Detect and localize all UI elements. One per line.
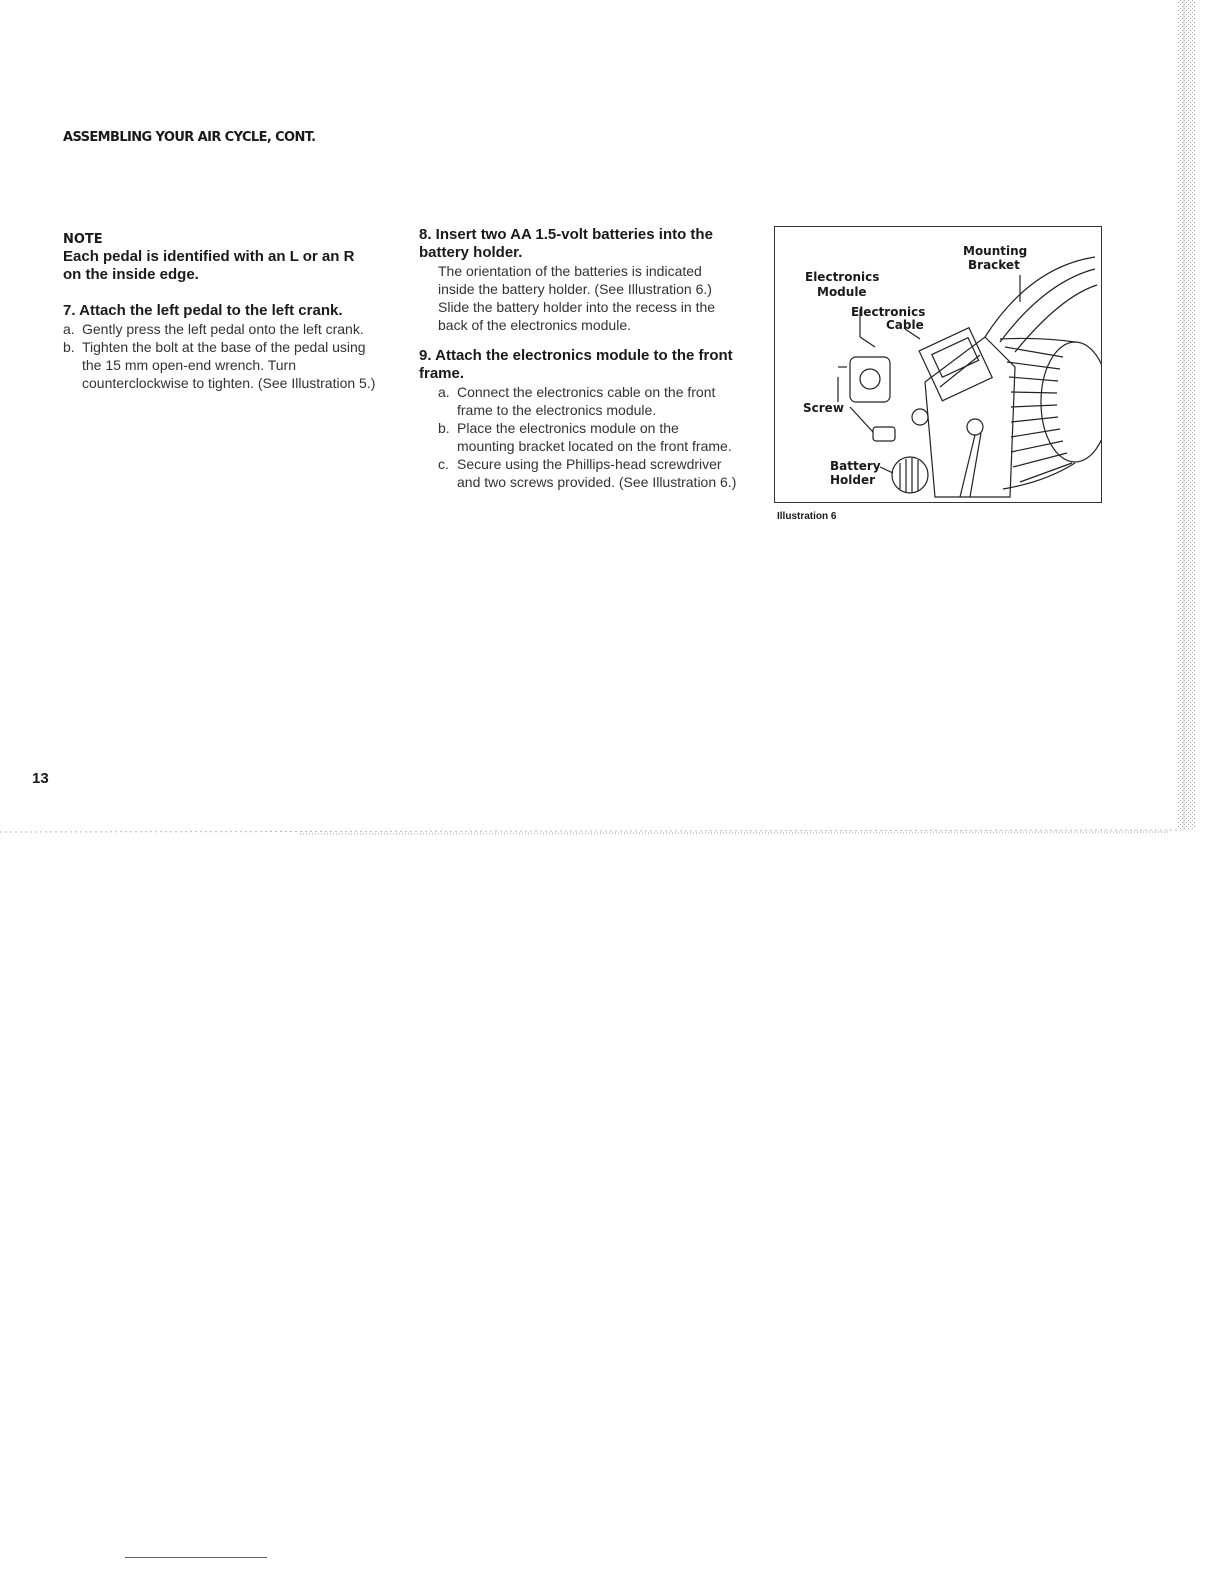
- label-mounting: Mounting: [963, 244, 1028, 258]
- footer-rule: [125, 1557, 267, 1558]
- leader-battery: [880, 467, 893, 473]
- section-header: ASSEMBLING YOUR AIR CYCLE, CONT.: [63, 130, 316, 145]
- step-7: [63, 302, 383, 392]
- front-frame: [925, 337, 1015, 497]
- step-9-item-c-letter: c.: [438, 456, 449, 472]
- step-9-item-a: [438, 383, 739, 419]
- battery-holder-drawing: [892, 457, 928, 493]
- label-bracket: Bracket: [968, 258, 1020, 272]
- illustration-caption: Illustration 6: [777, 511, 837, 522]
- label-cable: Cable: [886, 318, 924, 332]
- scan-bottom-edge: [0, 826, 1190, 840]
- step-9: [419, 347, 739, 491]
- step-9-item-a-text: Connect the electronics cable on the front frame to the electronics module.: [457, 384, 716, 418]
- step-9-item-c: [438, 455, 739, 491]
- module-back: [850, 357, 890, 402]
- label-holder: Holder: [830, 473, 876, 487]
- step-9-item-b-text: Place the electronics module on the mounting bracket located on the front frame.: [457, 420, 732, 454]
- step-7-item-b-letter: b.: [63, 339, 75, 355]
- illustration-6-drawing: [775, 227, 1101, 502]
- page-number: 13: [32, 770, 49, 787]
- screw-part: [873, 427, 895, 441]
- label-electronics-1: Electronics: [805, 270, 880, 284]
- step-9-title: 9. Attach the electronics module to the front frame.: [419, 347, 733, 382]
- electronics-module: [919, 328, 992, 401]
- label-electronics-2: Electronics: [851, 305, 926, 319]
- step-9-item-a-letter: a.: [438, 384, 450, 400]
- step-7-title: 7. Attach the left pedal to the left crank.: [63, 302, 343, 319]
- step-7-item-b-text: Tighten the bolt at the base of the pedal using the 15 mm open-end wrench. Turn counterclockwise to tighten. (See Illustration 5.): [82, 339, 376, 391]
- step-7-item-b: [63, 338, 383, 392]
- label-screw: Screw: [803, 401, 844, 415]
- label-battery: Battery: [830, 459, 881, 473]
- step-9-item-c-text: Secure using the Phillips-head screwdriver and two screws provided. (See Illustration 6.): [457, 456, 737, 490]
- scan-right-edge: [1172, 0, 1224, 830]
- crank-pivot: [967, 419, 983, 435]
- step-9-item-b-letter: b.: [438, 420, 450, 436]
- step-7-item-a-letter: a.: [63, 321, 75, 337]
- middle-column: [419, 226, 739, 491]
- illustration-6: [774, 226, 1102, 503]
- step-7-item-a-text: Gently press the left pedal onto the left crank.: [82, 321, 364, 337]
- note-label: NOTE: [63, 232, 103, 247]
- label-module: Module: [817, 285, 867, 299]
- note-text: Each pedal is identified with an L or an R on the inside edge.: [63, 248, 355, 283]
- step-9-item-b: [438, 419, 739, 455]
- step-8-title: 8. Insert two AA 1.5-volt batteries into the battery holder.: [419, 226, 713, 261]
- step-7-item-a: [63, 320, 383, 338]
- step-8-body: The orientation of the batteries is indicated inside the battery holder. (See Illustration 6.) Slide the battery holder into the recess in the back of the electronics module.: [438, 263, 716, 333]
